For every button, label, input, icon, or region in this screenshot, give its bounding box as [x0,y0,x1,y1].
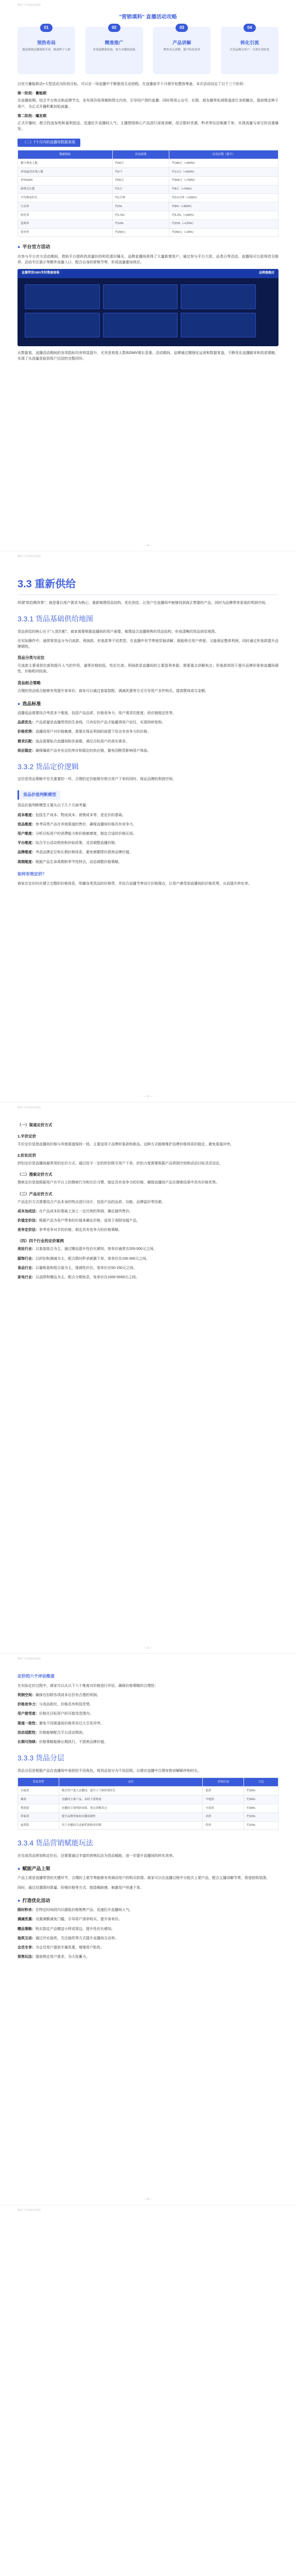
list-item-label: 抽奖互动： [18,1936,36,1940]
list-item-label: 活动适配性： [18,1731,39,1735]
list-item [18,1227,278,1233]
list-item [18,1907,278,1913]
bullet-heading: ● 选品标准 [18,701,41,706]
list-item-text: 为会员用户提供专属优惠，增强用户粘性。 [36,1945,104,1950]
table-cell: 直播间主推产品，承担主要销量 [59,1795,203,1804]
table-cell: 约1万 [112,185,169,194]
tier-table [18,1777,278,1831]
table-cell: 约180万（+500%） [169,159,278,168]
list-item-text: 设置满额减免门槛，引导用户凑单购买，提升客单价。 [36,1918,122,1922]
paragraph: 在实际定价过程中，商家可以从以下六个维度对价格进行评估，确保价格策略的合理性： [18,1684,158,1688]
list-item-label: 用户维度： [18,832,36,836]
table-header-cell: 活动后期（提升） [169,150,278,159]
table-cell: 约10% [244,1812,278,1821]
page-header: 腾讯广告电商运营指南 [18,2209,41,2211]
table-row [18,211,278,220]
dashboard-tiles [25,284,271,338]
page-header: 腾讯广告电商运营指南 [18,1657,41,1660]
table-row [18,1812,278,1821]
list-item-text: 确保爆款产品有充足的库存和稳定的供应链，避免因断货影响用户体验。 [36,749,151,753]
table-header-cell: 活动前期 [112,150,169,159]
list-item-text: 在特定时间段内以超低价格销售产品，迅速拉升直播间人气。 [36,1908,133,1912]
card-title: 产品讲解 [172,40,191,45]
feature-card-3 [153,27,211,74]
paragraph: 搜索定价是指根据用户在平台上的搜索行为和比价习惯，制定具有竞争力的价格，确保直播间产品在搜索结果中具有价格优势。 [18,1181,219,1185]
paragraph: 同时，通过设置限时限量、阶梯价格等方式，制造稀缺感，刺激用户快速下单。 [18,1886,144,1890]
paragraph: 货品供给的核心在于"人货匹配"。商家需要根据直播间的用户画像，梳理适合直播销售的货品结构，形成清晰的货品供给地图。 [18,630,218,634]
paragraph: 直播选品需要综合考虑多个维度，包括产品品质、价格竞争力、用户需求匹配度、供应链稳定性等。 [18,711,176,716]
table-cell: 引流款 [18,1787,59,1795]
subsection-heading: 3.3.3 货品分层 [18,1754,65,1762]
table-row [18,202,278,211]
card-desc: 多渠道精准投放，放大直播间流量 [93,48,135,52]
table-cell: 约1.5% [112,211,169,220]
table-header-cell: 货品类型 [18,1777,59,1787]
stage-label: 第二阶段：爆发期 [18,114,46,118]
list-item [18,859,278,865]
list-item-text: 以折扣和满减为主，配合限时秒杀刺激下单，客单价在100-300元之间。 [36,1257,150,1261]
card-number: 02 [108,24,120,32]
table-cell: 高价 [203,1812,244,1821]
feature-card-1 [18,27,75,74]
page-footer: — 12 — [143,1095,153,1098]
bullet-icon: ● [18,1897,21,1903]
list-item-label: 赠品策略： [18,1927,36,1931]
list-item-label: 食品行业： [18,1266,36,1270]
table-header-cell: 数据指标 [18,150,113,159]
paragraph: 产品上架是直播带货的关键环节，合理的上架节奏能够有效调动用户的购买热情。商家可以在直播过程中分批次上架产品，配合主播讲解节奏，营造抢购氛围。 [18,1876,270,1880]
subsection-heading: 3.3.4 货品营销赋能玩法 [18,1839,94,1848]
list-item [18,831,278,837]
table-row [18,219,278,228]
table-cell: 约8万（+700%） [169,185,278,194]
dashboard-tile [25,284,100,309]
table-row [18,176,278,185]
table-cell: 用于直播间互动抽奖和粉丝回馈 [59,1821,203,1830]
paragraph-label: 货品分类与定位 [18,655,45,660]
stage-text: 正式开播时，配合投流加热和福利放送，迅速拉升直播间人气；主播围绕核心产品进行深度讲解，结合限时优惠、秒杀等玩法刺激下单，实现流量与成交的双重爆发。 [18,121,278,131]
table-row [18,1795,278,1804]
list-item-label: 用户接受度： [18,1712,39,1716]
table-cell: 约2千 [112,168,169,177]
list-item [18,1954,278,1960]
heading-1: （一）渠道定价方式 [18,1123,53,1127]
page-footer: — 14 — [143,2198,153,2201]
table-header-cell: 价格区间 [203,1777,244,1787]
table-row [18,228,278,237]
model-list [18,812,278,865]
list-item [18,1936,278,1941]
list-item-label: 成本加成法： [18,1209,39,1213]
list-item [18,840,278,846]
card-title: 预热布局 [37,40,56,45]
list-item [18,1209,278,1214]
table-cell: 新增关注数 [18,185,113,194]
heading-1b: 2.折扣定价 [18,1153,37,1158]
dashboard-screenshot [18,269,278,346]
table-cell: 低价 [203,1787,244,1795]
dashboard-bar [18,269,278,278]
list-item-text: 确保在扣除各项成本后仍有合理的利润。 [36,1693,100,1697]
dashboard-brand: 品牌旗舰店 [258,272,274,275]
pricing-method-list [18,1209,278,1233]
list-item-text: 与竞品相比，价格具有明显优势。 [39,1703,93,1707]
table-cell: 约30万 [112,159,169,168]
list-item [18,1265,278,1271]
list-item-label: 竞争定价法： [18,1228,39,1232]
list-item-text: 提前锁定用户需求，为大促蓄力。 [36,1955,90,1959]
paragraph: 货品价值判断模型主要从以下几个方面考量： [18,804,90,808]
card-number: 01 [40,24,53,32]
list-item [18,1945,278,1951]
table-cell: 约50万 [112,176,169,185]
list-item-text: 选品需要贴合直播间粉丝画像，满足目标用户的真实需求。 [36,739,129,743]
table-cell: 平均观看时长 [18,194,113,202]
feature-cards [18,27,278,74]
list-item-label: 美妆行业： [18,1247,36,1251]
subsection-heading: 3.3.1 货品基础供给地图 [18,615,94,623]
flag-heading: 货品价值判断模型 [18,790,60,800]
list-item-text: 结合平台活动规则和补贴政策，灵活调整直播价格。 [36,841,118,845]
table-cell: 约200元 [112,228,169,237]
heading-3: （三）产品定价方式 [18,1191,53,1196]
table-cell: 吸引用户进入直播间，提升人气和停留时长 [59,1787,203,1795]
list-item [18,1246,278,1252]
intro-paragraph: 以官方蓄能联动+大型活动为阶段目标，可以在一场直播中不断推进互动进程。在直播前半个月便开始整体筹备，本次活动设定了以下三个阶段： [18,82,247,86]
list-item [18,1275,278,1280]
card-desc: 聚焦卖点讲解，提升转化效率 [163,48,201,52]
list-item-text: 以套装组合为主，通过赠品提升性价比感知，客单价通常在200-500元之间。 [36,1247,157,1251]
criteria-list [18,720,278,754]
page-header: 腾讯广告电商运营指南 [18,555,41,557]
list-item-text: 购买指定产品赠送小样或周边，提升性价比感知。 [36,1927,115,1931]
list-item-label: 价值定价法： [18,1218,39,1223]
bullet-heading: ● 赋能产品上架 [18,1866,50,1872]
table-cell: 约3.5分钟（+250%） [169,194,278,202]
list-item-text: 参考同类产品在其他渠道的售价，确保直播间价格具有竞争力。 [36,822,136,826]
list-item-text: 分析目标用户的消费能力和价格敏感度，制定合适的价格区间。 [36,832,136,836]
table-cell: 约4.2%（+180%） [169,211,278,220]
list-item-text: 在产品成本的基础上加上一定比例的利润，确定最终售价。 [39,1209,133,1213]
bullet-heading: ● 平台官方活动 [18,244,50,250]
question-heading: 如何有效定价？ [18,871,46,876]
list-item-label: 长期可持续： [18,1740,39,1744]
dashboard-tile [103,313,178,337]
page-3 [0,1103,296,1654]
paragraph: 在实际操作中，通常将货品分为引流款、利润款、形象款等不同类型，在直播中有节奏地穿插讲解，既能吸引用户停留，又能保证整体利润，同时通过形象款提升品牌调性。 [18,639,278,649]
list-item [18,1926,278,1932]
list-item-text: 以直降和赠品为主，配合分期免息，客单价在1000-5000元之间。 [36,1275,140,1279]
list-item-label: 满减优惠： [18,1918,36,1922]
dashboard-title: 直播带货GMV实时数据看板 [22,272,60,275]
list-item [18,1711,278,1717]
table-cell: 复购率 [18,219,113,228]
table-cell: 约260元（+30%） [169,228,278,237]
list-item-text: 根据产品为用户带来的价值来确定价格，适用于高附加值产品。 [39,1218,140,1223]
list-item [18,1218,278,1224]
card-title: 精准推广 [105,40,124,45]
paragraph: 货品分层是根据产品在直播间中承担的不同角色，将货品划分为不同层级，以便在直播中合理安排讲解顺序和时长。 [18,1769,201,1773]
table-cell: 中高价 [203,1804,244,1813]
summary-paragraph: 从数据看，直播活动期间的各项指标均有明显提升，尤其是观看人数和GMV增长显著。活动期间，品牌通过精细化运营和数据复盘，不断优化直播脚本和投放策略，实现了从流量获取到用户沉淀的完整闭环。 [18,351,278,361]
table-cell: 约20% [244,1787,278,1795]
table-row [18,1804,278,1813]
bullet-icon: ● [18,701,21,706]
dashboard-tile [181,284,256,309]
feature-card-2 [85,27,143,74]
card-desc: 提前规划直播预热节奏，储备种子人群 [22,48,71,52]
list-item [18,739,278,744]
page-title: "营销填料" 直播活动攻略 [119,14,177,20]
list-item-label: 成本维度： [18,813,36,817]
paragraph: 合理的货品组合能够有效提升客单价。商家可以通过套装搭配、满减优惠等方式引导用户多件购买，提高整体成交金额。 [18,689,208,693]
table-row [18,1787,278,1795]
paragraph: 在完成货品规划和定价后，还需要通过丰富的营销玩法为货品赋能，进一步提升直播间的转化效率。 [18,1854,176,1858]
list-item-text: 产品质量是直播带货的生命线，只有好的产品才能赢得用户信任，实现持续复购。 [36,721,165,725]
subsection-heading: 3.3.2 货品定价逻辑 [18,762,79,771]
list-item-text: 避免不同渠道间价格差异过大引发冲突。 [39,1721,104,1725]
list-item-label: 利润空间： [18,1693,36,1697]
table-cell: 利润款 [18,1804,59,1813]
table-cell: 中低价 [203,1795,244,1804]
list-item [18,1692,278,1698]
paragraph: 折扣定价是直播间最常用的定价方式，通过给予一定的折扣吸引用户下单。折扣力度需要根据产品利润空间和活动目标灵活设定。 [18,1162,223,1166]
paragraph: 产品定价方式需要结合产品本身的特点进行设计，包括产品的品质、功能、品牌溢价等因素。 [18,1200,165,1204]
table-cell: 客单价 [18,228,113,237]
list-item-label: 家电行业： [18,1275,36,1279]
list-item [18,1917,278,1922]
table-cell: 累计观看人数 [18,159,113,168]
table-cell: 约30% [244,1795,278,1804]
list-item-label: 预售玩法： [18,1955,36,1959]
card-title: 转化引流 [240,40,259,45]
list-item-label: 供应稳定： [18,749,36,753]
page-5 [0,2205,296,2576]
table-cell: 约400万（+700%） [169,176,278,185]
table-cell: 爆款 [18,1795,59,1804]
table-title: （二）7个月内的直播间数据表现 [18,139,80,146]
list-item [18,1256,278,1262]
table-row [18,168,278,177]
table-row [18,159,278,168]
card-number: 03 [176,24,188,32]
list-item-label: 会员专享： [18,1945,36,1950]
table-cell: 提升品牌形象和直播间调性 [59,1812,203,1821]
page-footer: — 11 — [143,544,153,547]
list-item-label: 周期维度： [18,860,36,864]
list-item [18,812,278,818]
list-item-text: 包括生产成本、物流成本、营销成本等，是定价的基础。 [36,813,126,817]
list-item [18,850,278,855]
list-item [18,1721,278,1726]
list-item-label: 竞品维度： [18,822,36,826]
card-desc: 以货品吸引用户，实现长效转化 [230,48,270,52]
industry-case-list [18,1246,278,1280]
feature-card-4 [221,27,278,74]
list-item-label: 服饰行业： [18,1257,36,1261]
page-1 [0,0,296,551]
table-cell: 形象款 [18,1812,59,1821]
list-item-label: 价格竞争力： [18,1703,39,1707]
dashboard-tile [181,313,256,337]
data-table [18,150,278,238]
card-number: 04 [243,24,256,32]
list-item [18,748,278,754]
section-heading: 3.3 重新供给 [18,579,76,590]
list-item [18,729,278,735]
list-item [18,1730,278,1736]
list-item-text: 价格能够配合平台活动规则。 [39,1731,86,1735]
heading-2: （二）搜索定价方式 [18,1172,53,1177]
table-header-cell: 占比 [244,1777,278,1787]
table-cell: 约1分钟 [112,194,169,202]
page-footer: — 13 — [143,1647,153,1650]
paragraph-label: 货品组合策略 [18,680,41,685]
dashboard-tile [103,284,178,309]
table-row [18,1821,278,1830]
question-heading: 定价的六个评估维度 [18,1674,55,1679]
list-item-text: 通过评论抽奖、关注抽奖等方式提升直播间互动率。 [36,1936,118,1940]
paragraph: 定价是货品策略中至关重要的一环，合理的定价能够在吸引用户下单的同时，保证品牌的利润空间。 [18,777,176,782]
list-item-label: 品质优先： [18,721,36,725]
bullet-heading: ● 打造优化活动 [18,1897,50,1903]
table-cell: 转化率 [18,211,113,220]
stage-text: 在直播前期，结合平台热点和品牌节点，发布预告短视频和图文内容，引导用户预约直播；同时利用公众号、社群、朋友圈等私域渠道进行多轮触达，提前锁定种子用户，为正式开播积累初始流量。 [18,99,278,109]
table-cell: 约8%（+300%） [169,202,278,211]
bullet-icon: ● [18,1866,21,1872]
page-4 [0,1654,296,2205]
page-header: 腾讯广告电商运营指南 [18,1106,41,1109]
list-item-text: 价格策略能够长期执行，不损害品牌价值。 [39,1740,108,1744]
table-cell: 约22%（+120%） [169,219,278,228]
dimension-list [18,1692,278,1745]
list-item-text: 价格在目标用户的可接受范围内。 [39,1712,93,1716]
section-intro: 所谓"供给侧改革"，就是要以用户需求为核心，重新梳理货品结构，优化供给，让用户在直播间中能够找到真正想要的产品，同时为品牌带来更高的利润空间。 [18,601,269,605]
table-cell: 互动率 [18,202,113,211]
paragraph: 平价定价是指直播间价格与其他渠道保持一致，主要适用于品牌形象款和新品。这种方式能够维护品牌价格体系的稳定，避免渠道冲突。 [18,1143,234,1146]
page-header: 腾讯广告电商运营指南 [18,4,41,6]
paragraph: 引流款主要承担拉新和提升人气的作用，通常价格较低、性价比高；利润款是直播间的主要盈利来源，需要重点讲解卖点；形象款则用于提升品牌形象和直播间调性，价格相对较高。 [18,664,278,674]
table-row [18,185,278,194]
table-cell: 单场最高在线人数 [18,168,113,177]
dashboard-tile [25,313,100,337]
table-cell: 直播间主要利润来源，重点讲解卖点 [59,1804,203,1813]
list-item-text: 考虑品牌定位和长期价格体系，避免频繁降价损害品牌价值。 [36,851,133,855]
list-item-text: 直播间用户对价格敏感，需要在保证利润的前提下给出有竞争力的价格。 [36,730,151,734]
list-item-text: 参考竞争对手的价格，制定具有竞争力的价格策略。 [39,1228,122,1232]
table-row [18,194,278,202]
list-item-text: 以量贩装和组合装为主，强调性价比，客单价在50-150元之间。 [36,1266,137,1270]
activity-list [18,1907,278,1960]
table-cell: 约30% [244,1804,278,1813]
table-cell: 约10% [112,219,169,228]
table-cell: 约2% [112,202,169,211]
table-cell: 单场GMV [18,176,113,185]
heading-1a: 1.平价定价 [18,1134,37,1139]
paragraph: 商家在定价时应建立完整的价格体系，明确各类货品的价格带，并结合直播节奏设计价格锚点，让用户感受到直播间的价格优势，从而提升转化率。 [18,882,252,886]
list-item-label: 品牌维度： [18,851,36,855]
page-2 [0,551,296,1103]
list-item-label: 需求匹配： [18,739,36,743]
bullet-icon: ● [18,244,21,250]
list-item [18,822,278,827]
list-item [18,720,278,725]
stage-label: 第一阶段：蓄能期 [18,92,46,96]
list-item [18,1702,278,1707]
table-header-cell: 定位 [59,1777,203,1787]
list-item-label: 平台维度： [18,841,36,845]
list-item-text: 根据产品生命周期和季节性特点，动态调整价格策略。 [36,860,122,864]
list-item-label: 渠道一致性： [18,1721,39,1725]
list-item [18,1739,278,1745]
table-cell: 约1.5万（+650%） [169,168,278,177]
platform-paragraph: 在参与平台官方活动期间，借助平台提供的流量扶持和资源位曝光，品牌直播间获得了大量新增用户。通过参与平台大促、品类日等活动，直播间可以获得首页推荐、活动专区展示等额外流量入口，配合自身的营销节奏，形成流量叠加效应。 [18,255,278,265]
table-cell: 福利款 [18,1821,59,1830]
table-cell: 约10% [244,1821,278,1830]
list-item-label: 价格优势： [18,730,36,734]
heading-4: （四）四个行业的定价案例 [18,1239,64,1244]
table-cell: 特价 [203,1821,244,1830]
list-item-label: 限时秒杀： [18,1908,36,1912]
